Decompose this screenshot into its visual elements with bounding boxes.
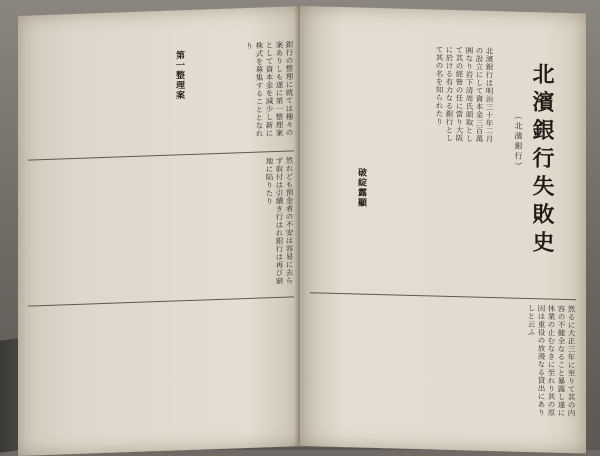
- left-middle-column: [144, 156, 294, 289]
- open-book: [18, 6, 586, 446]
- article-title: 北濱銀行失敗史: [529, 61, 555, 259]
- left-upper-text: 銀行の整理に就ては種々の案ありしも遂に第一整理案として資本金を減少し新に株式を募集することとなれり: [245, 40, 294, 138]
- right-lower-text: 然るに大正三年に至りて其の内容の不健全なること暴露し遂に休業の止むなきに至れり其の原因は重役の放漫なる貸出にありしと云ふ: [527, 303, 576, 418]
- left-page: [18, 6, 304, 456]
- right-page: [300, 6, 586, 453]
- right-upper-text: 北濱銀行は明治三十年二月の設立にして資本金三百萬圓なり岩下清周氏頭取として其の經營の任に當り大阪に於ける有力なる銀行として其の名を知られたり: [435, 45, 494, 144]
- right-upper-column: [334, 43, 494, 147]
- article-byline: （北濱銀行）: [514, 111, 523, 172]
- left-divider-2: [28, 296, 294, 306]
- right-section-heading: 破綻露顯: [356, 167, 366, 208]
- right-lower-column: [318, 298, 576, 423]
- left-section-heading: 第一整理案: [174, 50, 184, 101]
- left-middle-text: 然れども預金者の不安は容易に去らず取付は引續き行はれ銀行は再び窮地に陷りたり: [265, 156, 294, 286]
- left-upper-column: [176, 40, 294, 146]
